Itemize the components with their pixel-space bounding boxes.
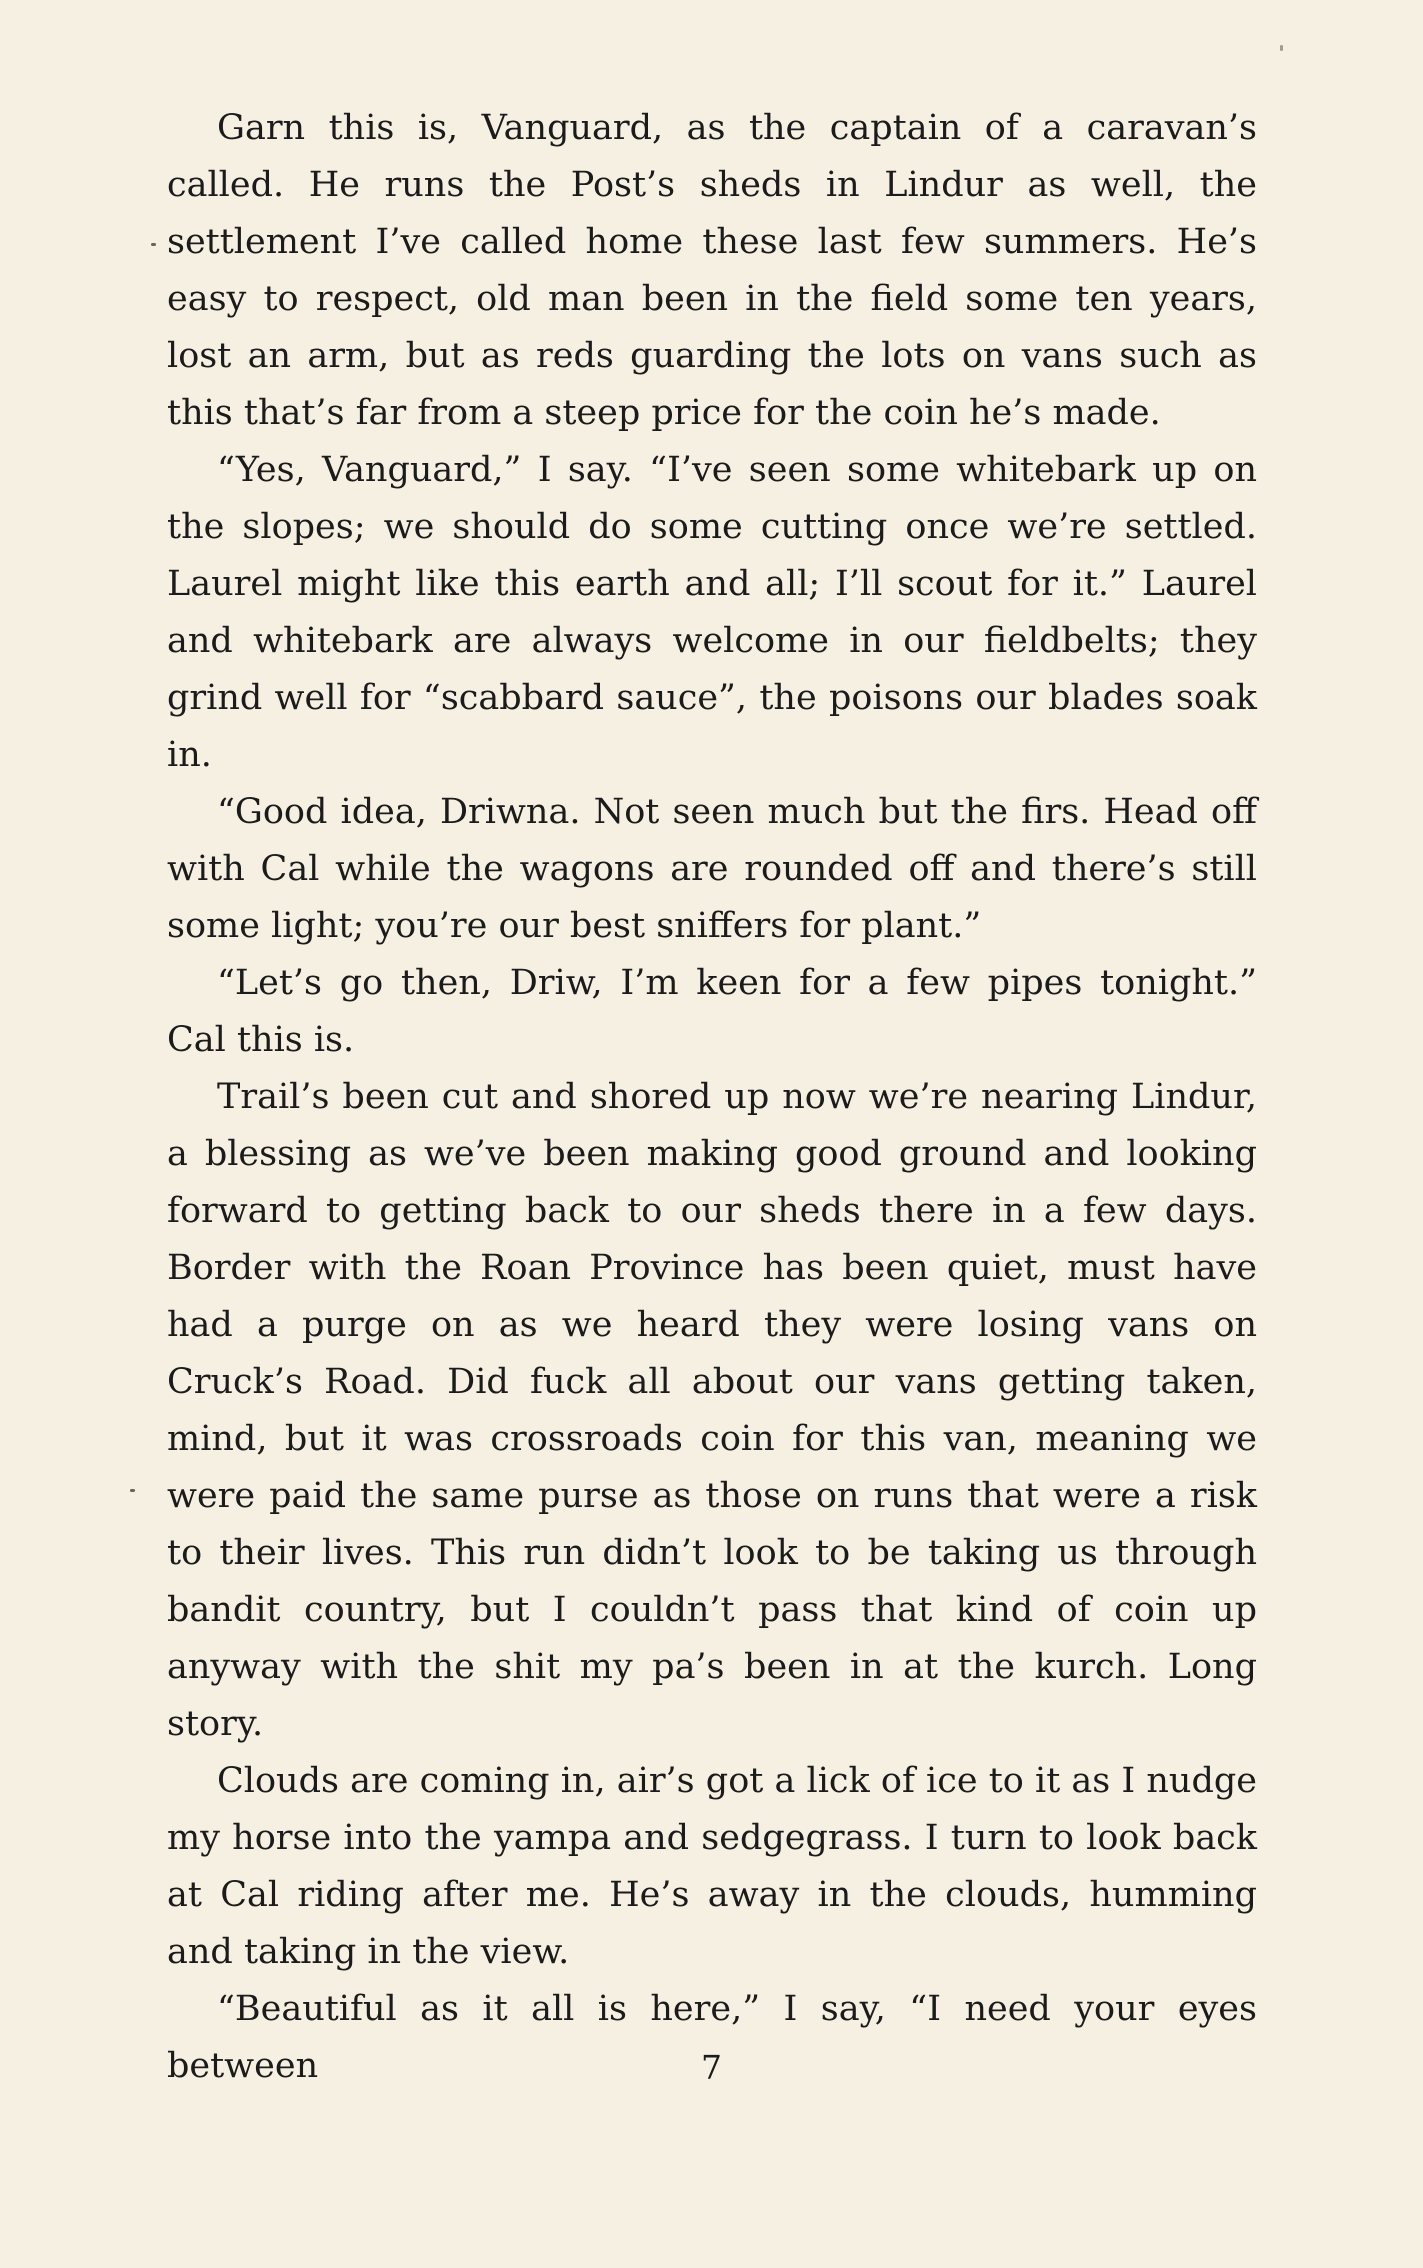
scan-speck xyxy=(130,1489,135,1492)
paragraph-7: “Beautiful as it all is here,” I say, “I need your eyes between xyxy=(167,1989,1257,2086)
paragraph-1: Garn this is, Vanguard, as the captain of a caravan’s called. He runs the Post’s sheds in Lindur as well, the settlement I’ve called home these last few summers. He’s easy to respect, old man been in the field some ten years, lost an arm, but as reds guarding the lots on vans such as this that’s far from a steep price for the coin he’s made. xyxy=(167,108,1257,433)
page-number: 7 xyxy=(701,2048,722,2087)
paragraph-5: Trail’s been cut and shored up now we’re nearing Lindur, a blessing as we’ve been making good ground and looking forward to getting back to our sheds there in a few days. Border with the Roan Province has been quiet, must have had a purge on as we heard they were losing vans on Cruck’s Road. Did fuck all about our vans getting taken, mind, but it was crossroads coin for this van, meaning we were paid the same purse as those on runs that were a risk to their lives. This run didn’t look to be taking us through bandit country, but I couldn’t pass that kind of coin up anyway with the shit my pa’s been in at the kurch. Long story. xyxy=(167,1077,1257,1744)
paragraph-3: “Good idea, Driwna. Not seen much but the firs. Head off with Cal while the wagons are rounded off and there’s still some light; you’re our best sniffers for plant.” xyxy=(167,792,1257,946)
body-text xyxy=(167,100,1257,2095)
paragraph-4: “Let’s go then, Driw, I’m keen for a few pipes tonight.” Cal this is. xyxy=(167,963,1257,1060)
scan-speck xyxy=(151,243,156,246)
scan-speck xyxy=(1280,45,1283,51)
paragraph-2: “Yes, Vanguard,” I say. “I’ve seen some whitebark up on the slopes; we should do some cutting once we’re settled. Laurel might like this earth and all; I’ll scout for it.” Laurel and whitebark are always welcome in our fieldbelts; they grind well for “scabbard sauce”, the poisons our blades soak in. xyxy=(167,450,1257,775)
paragraph-6: Clouds are coming in, air’s got a lick of ice to it as I nudge my horse into the yampa and sedgegrass. I turn to look back at Cal riding after me. He’s away in the clouds, humming and taking in the view. xyxy=(167,1761,1257,1972)
